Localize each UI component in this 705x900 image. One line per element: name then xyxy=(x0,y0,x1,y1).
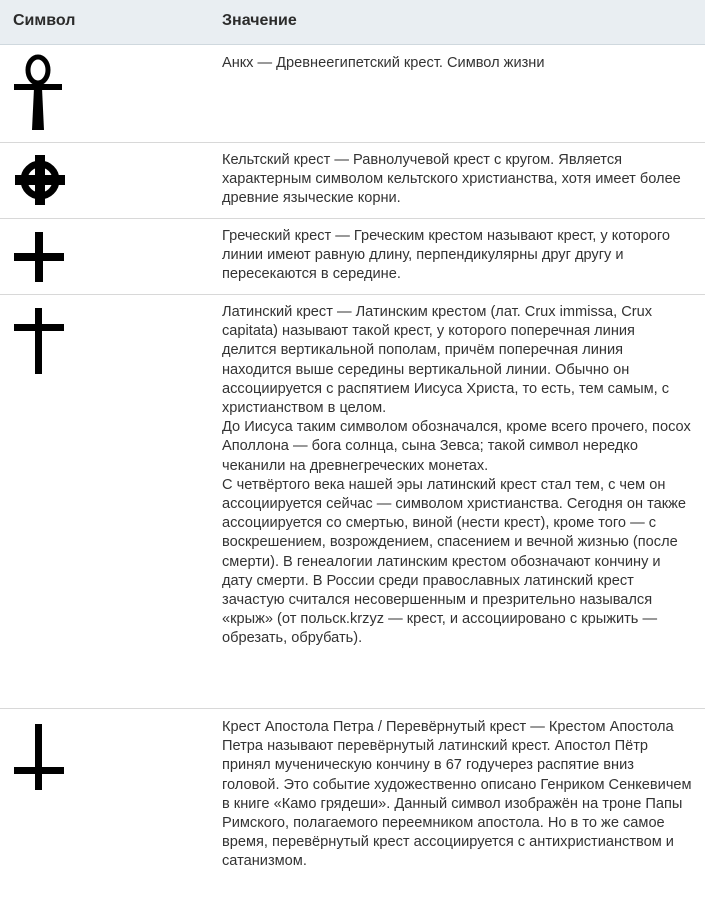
table-header xyxy=(0,0,705,45)
table-row xyxy=(0,44,705,143)
table-row xyxy=(0,294,705,709)
row-text: Анкх — Древнеегипетский крест. Символ жизни xyxy=(222,55,545,71)
row-text: Латинский крест — Латинским крестом (лат. Crux immissa, Crux capitata) называют такой крест, у которого поперечная линия делится вертикальной пополам, причём поперечная линия находится выше середины вертикальной линии. Обычно он ассоциируется с распятием Иисуса Христа, то есть, тем самым, с христианством в целом. До Иисуса таким символом обозначался, кроме всего прочего, посох Аполлона — бога солнца, сына Зевса; такой символ нередко чеканили на древнегреческих монетах. С четвёртого века нашей эры латинский крест стал тем, с чем он ассоциируется сейчас — символом христианства. Сегодня он также ассоциируется со смертью, виной (нести крест), кроме того — с воскрешением, возрождением, спасением и вечной жизнью (после смерти). В генеалогии латинским крестом обозначают кончину и дату смерти. В России среди православных латинский крест зачастую считался несовершенным и презрительно назывался «крыж» (от польск.krzyz — крест, и ассоциировано с крыжить — обрезать, обрубать). xyxy=(222,304,691,647)
table-row xyxy=(0,142,705,219)
table-row xyxy=(0,218,705,295)
row-text: Греческий крест — Греческим крестом называют крест, у которого линии имеют равную длину, перпендикулярны друг другу и пересекаются в середине. xyxy=(222,228,671,283)
header-meaning: Значение xyxy=(222,12,297,29)
latin-cross-icon xyxy=(12,306,66,376)
inverted-cross-icon xyxy=(12,722,66,792)
header-symbol: Символ xyxy=(13,12,76,29)
greek-cross-icon xyxy=(12,230,66,284)
row-text: Кельтский крест — Равнолучевой крест с кругом. Является характерным символом кельтского христианства, хотя имеет более древние языческие корни. xyxy=(222,152,681,207)
row-text: Крест Апостола Петра / Перевёрнутый крест — Крестом Апостола Петра называют перевёрнутый латинский крест. Апостол Пётр принял мученическую кончину в 67 годучерез распятие вниз головой. Это событие художественно описано Генриком Сенкевичем в книге «Камо грядеши». Данный символ изображён на троне Папы Римского, полагаемого переемником апостола. Но в то же самое время, перевёрнутый крест ассоциируется с антихристианством и сатанизмом. xyxy=(222,719,692,870)
ankh-icon xyxy=(10,54,66,132)
table-row xyxy=(0,708,705,900)
celtic-cross-icon xyxy=(12,152,68,208)
